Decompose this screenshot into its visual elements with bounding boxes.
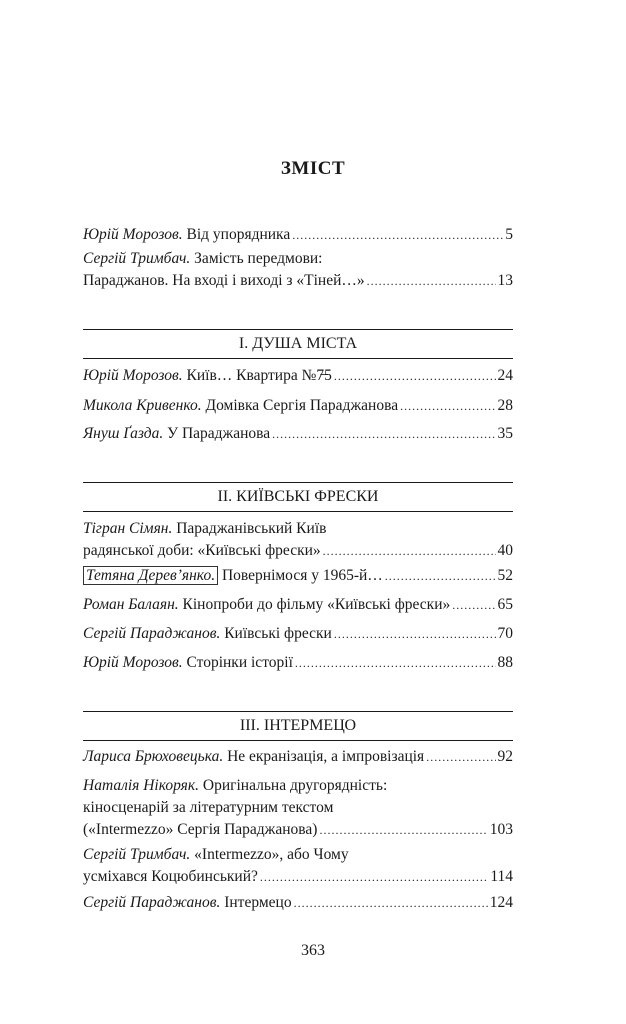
entry-title-cont: кіносценарій за літературним текстом bbox=[83, 799, 334, 816]
leader-dots bbox=[452, 598, 495, 613]
toc-entry bbox=[83, 748, 513, 770]
entry-title: Від упорядника bbox=[186, 226, 291, 243]
entry-page: 65 bbox=[497, 596, 513, 613]
toc-entry bbox=[83, 226, 513, 248]
entry-title: Київ… Квартира №7̶5 bbox=[186, 367, 332, 384]
entry-title: Оригінальна другорядність: bbox=[202, 777, 388, 794]
leader-dots bbox=[385, 569, 496, 584]
entry-page: 70 bbox=[497, 625, 513, 642]
leader-dots bbox=[334, 627, 496, 642]
entry-title: Кінопроби до фільму «Київські фрески» bbox=[182, 596, 451, 613]
leader-dots bbox=[426, 750, 495, 765]
entry-title-cont: («Intermezzo» Сергія Параджанова) bbox=[83, 821, 318, 838]
entry-page: 40 bbox=[497, 542, 513, 559]
entry-page: 35 bbox=[497, 425, 513, 442]
leader-dots bbox=[260, 870, 488, 885]
entry-author: Юрій Морозов. bbox=[83, 367, 183, 384]
entry-author: Сергій Параджанов. bbox=[83, 894, 221, 911]
entry-author: Микола Кривенко. bbox=[83, 397, 202, 414]
entry-page: 28 bbox=[497, 397, 513, 414]
entry-title: «Intermezzo», або Чому bbox=[194, 846, 349, 863]
toc-entry bbox=[83, 397, 513, 419]
section-heading: ІІ. КИЇВСЬКІ ФРЕСКИ bbox=[83, 482, 513, 512]
page-title: ЗМІСТ bbox=[280, 158, 346, 179]
toc-entry bbox=[83, 520, 513, 564]
entry-author: Лариса Брюховецька. bbox=[83, 748, 224, 765]
section-heading: ІІІ. ІНТЕРМЕЦО bbox=[83, 711, 513, 741]
leader-dots bbox=[323, 544, 496, 559]
entry-title: Інтермецо bbox=[224, 894, 292, 911]
entry-author: Сергій Параджанов. bbox=[83, 625, 221, 642]
entry-title-cont: Параджанов. На вході і виході з «Тіней…» bbox=[83, 272, 365, 289]
toc-entry bbox=[83, 846, 513, 890]
entry-author: Сергій Тримбач. bbox=[83, 250, 191, 267]
entry-title: Домівка Сергія Параджанова bbox=[205, 397, 399, 414]
entry-page: 103 bbox=[489, 821, 513, 838]
entry-page: 52 bbox=[497, 567, 513, 584]
entry-title: Повернімося у 1965-й… bbox=[221, 567, 383, 584]
entry-title-cont: усміхався Коцюбинський? bbox=[83, 868, 258, 885]
toc-entry bbox=[83, 596, 513, 618]
entry-page: 24 bbox=[497, 367, 513, 384]
entry-author: Тігран Сімян. bbox=[83, 520, 173, 537]
entry-page: 5 bbox=[505, 226, 513, 243]
leader-dots bbox=[367, 274, 496, 289]
entry-title: Замість передмови: bbox=[194, 250, 323, 267]
page-number: 363 bbox=[301, 942, 325, 959]
entry-title: Сторінки історії bbox=[186, 654, 293, 671]
leader-dots bbox=[292, 228, 503, 243]
entry-author: Тетяна Дерев’янко. bbox=[83, 566, 218, 585]
entry-title-cont: радянської доби: «Київські фрески» bbox=[83, 542, 321, 559]
entry-author: Роман Балаян. bbox=[83, 596, 179, 613]
entry-author: Юрій Морозов. bbox=[83, 654, 183, 671]
leader-dots bbox=[294, 896, 488, 911]
entry-title: Київські фрески bbox=[224, 625, 332, 642]
entry-author: Юрій Морозов. bbox=[83, 226, 183, 243]
leader-dots bbox=[400, 399, 495, 414]
toc-entry bbox=[83, 567, 513, 589]
toc-entry bbox=[83, 625, 513, 647]
entry-page: 92 bbox=[497, 748, 513, 765]
toc-entry bbox=[83, 894, 513, 916]
toc-entry bbox=[83, 777, 513, 843]
entry-page: 124 bbox=[489, 894, 513, 911]
entry-page: 88 bbox=[497, 654, 513, 671]
entry-author: Наталія Нікоряк. bbox=[83, 777, 200, 794]
entry-author: Януш Ґазда. bbox=[83, 425, 164, 442]
leader-dots bbox=[319, 823, 487, 838]
entry-author: Сергій Тримбач. bbox=[83, 846, 191, 863]
entry-title: Параджанівський Київ bbox=[176, 520, 327, 537]
leader-dots bbox=[272, 427, 495, 442]
toc-entry bbox=[83, 367, 513, 389]
leader-dots bbox=[334, 369, 496, 384]
section-heading: І. ДУША МІСТА bbox=[83, 329, 513, 359]
entry-page: 13 bbox=[497, 272, 513, 289]
entry-title: Не екранізація, а імпровізація bbox=[227, 748, 425, 765]
entry-title: У Параджанова bbox=[167, 425, 271, 442]
toc-entry bbox=[83, 250, 513, 294]
leader-dots bbox=[295, 656, 496, 671]
toc-entry bbox=[83, 654, 513, 676]
entry-page: 114 bbox=[490, 868, 513, 885]
toc-entry bbox=[83, 425, 513, 447]
